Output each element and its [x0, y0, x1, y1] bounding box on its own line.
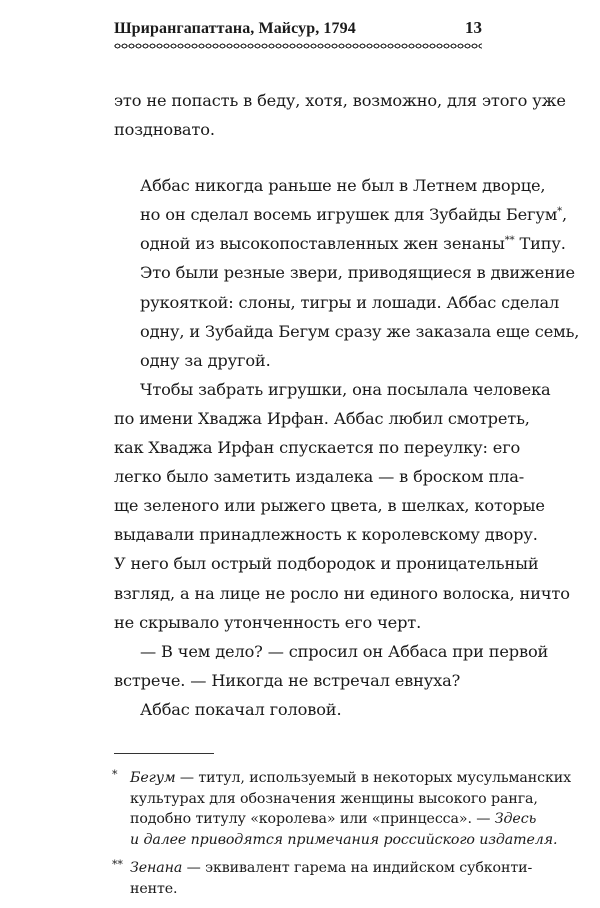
text-line: встрече. — Никогда не встречал евнуха? — [114, 670, 461, 690]
footnote-term: Бегум — [130, 769, 176, 786]
paragraph — [114, 375, 570, 637]
body-text — [114, 86, 580, 724]
text-line: Это были резные звери, приводящиеся в движение — [140, 263, 575, 283]
text-line: Чтобы забрать игрушки, она посылала человека — [140, 379, 551, 399]
text-fragment: Типу. — [519, 234, 566, 254]
text-line: и далее приводятся примечания российского издателя. — [130, 831, 558, 848]
footnote-ref-2[interactable]: ** — [504, 235, 515, 247]
footnote-term: Зенана — [130, 860, 183, 877]
paragraph — [114, 695, 482, 724]
text-line: одну за другой. — [140, 350, 271, 370]
text-line: не скрывало утонченность его черт. — [114, 612, 422, 632]
text-line: по имени Хваджа Ирфан. Аббас любил смотреть, — [114, 408, 530, 428]
footnotes — [112, 767, 572, 900]
text-line — [114, 200, 568, 229]
text-line: Аббас покачал головой. — [140, 699, 342, 719]
text-fragment: — титул, используемый в некоторых мусульманских — [175, 769, 572, 786]
text-fragment: Здесь — [494, 811, 537, 828]
decorative-chain-rule — [114, 43, 482, 49]
text-fragment: — эквивалент гарема на индийском субконти- — [182, 860, 533, 877]
text-line: — В чем дело? — спросил он Аббаса при первой — [140, 641, 549, 661]
footnote-separator — [114, 753, 214, 754]
text-line: это не попасть в беду, хотя, возможно, для этого уже — [114, 91, 566, 110]
dialogue-paragraph — [114, 637, 549, 695]
text-line: ще зеленого или рыжего цвета, в шелках, которые — [114, 496, 545, 516]
text-line: поздновато. — [114, 120, 215, 140]
text-line: культурах для обозначения женщины высокого ранга, — [130, 790, 538, 807]
text-fragment: одной из высокопоставленных жен зенаны — [140, 234, 505, 254]
footnote-begum — [112, 767, 572, 850]
footnote-mark: * — [112, 767, 118, 781]
text-line: как Хваджа Ирфан спускается по переулку: его — [114, 438, 521, 458]
text-line — [130, 768, 572, 789]
running-head — [114, 18, 482, 40]
text-line — [130, 858, 533, 879]
text-line: выдавали принадлежность к королевскому двору. — [114, 525, 538, 545]
footnote-ref-1[interactable]: * — [557, 206, 563, 218]
page-number: 13 — [465, 18, 482, 37]
text-line — [114, 229, 566, 258]
text-line: одну, и Зубайда Бегум сразу же заказала еще семь, — [140, 321, 580, 341]
footnote-zenana — [112, 858, 533, 899]
text-fragment: подобно титулу «королева» или «принцесса». — — [130, 811, 495, 828]
text-line: Аббас никогда раньше не был в Летнем дворце, — [140, 176, 546, 196]
text-line — [130, 809, 537, 830]
paragraph-continuation — [114, 86, 566, 144]
text-line: взгляд, а на лице не росло ни единого волоска, ничто — [114, 583, 570, 603]
text-line: рукояткой: слоны, тигры и лошади. Аббас сделал — [140, 292, 560, 312]
text-line: легко было заметить издалека — в броском пла- — [114, 467, 525, 487]
text-line: У него был острый подбородок и проницательный — [114, 554, 539, 574]
text-fragment: но он сделал восемь игрушек для Зубайды Бегум — [140, 205, 558, 225]
running-title: Шрирангапаттана, Майсур, 1794 — [114, 20, 356, 37]
footnote-mark: ** — [112, 858, 123, 872]
text-fragment: , — [562, 205, 568, 225]
paragraph — [114, 171, 580, 375]
text-line: ненте. — [130, 880, 178, 897]
book-page — [112, 18, 580, 908]
